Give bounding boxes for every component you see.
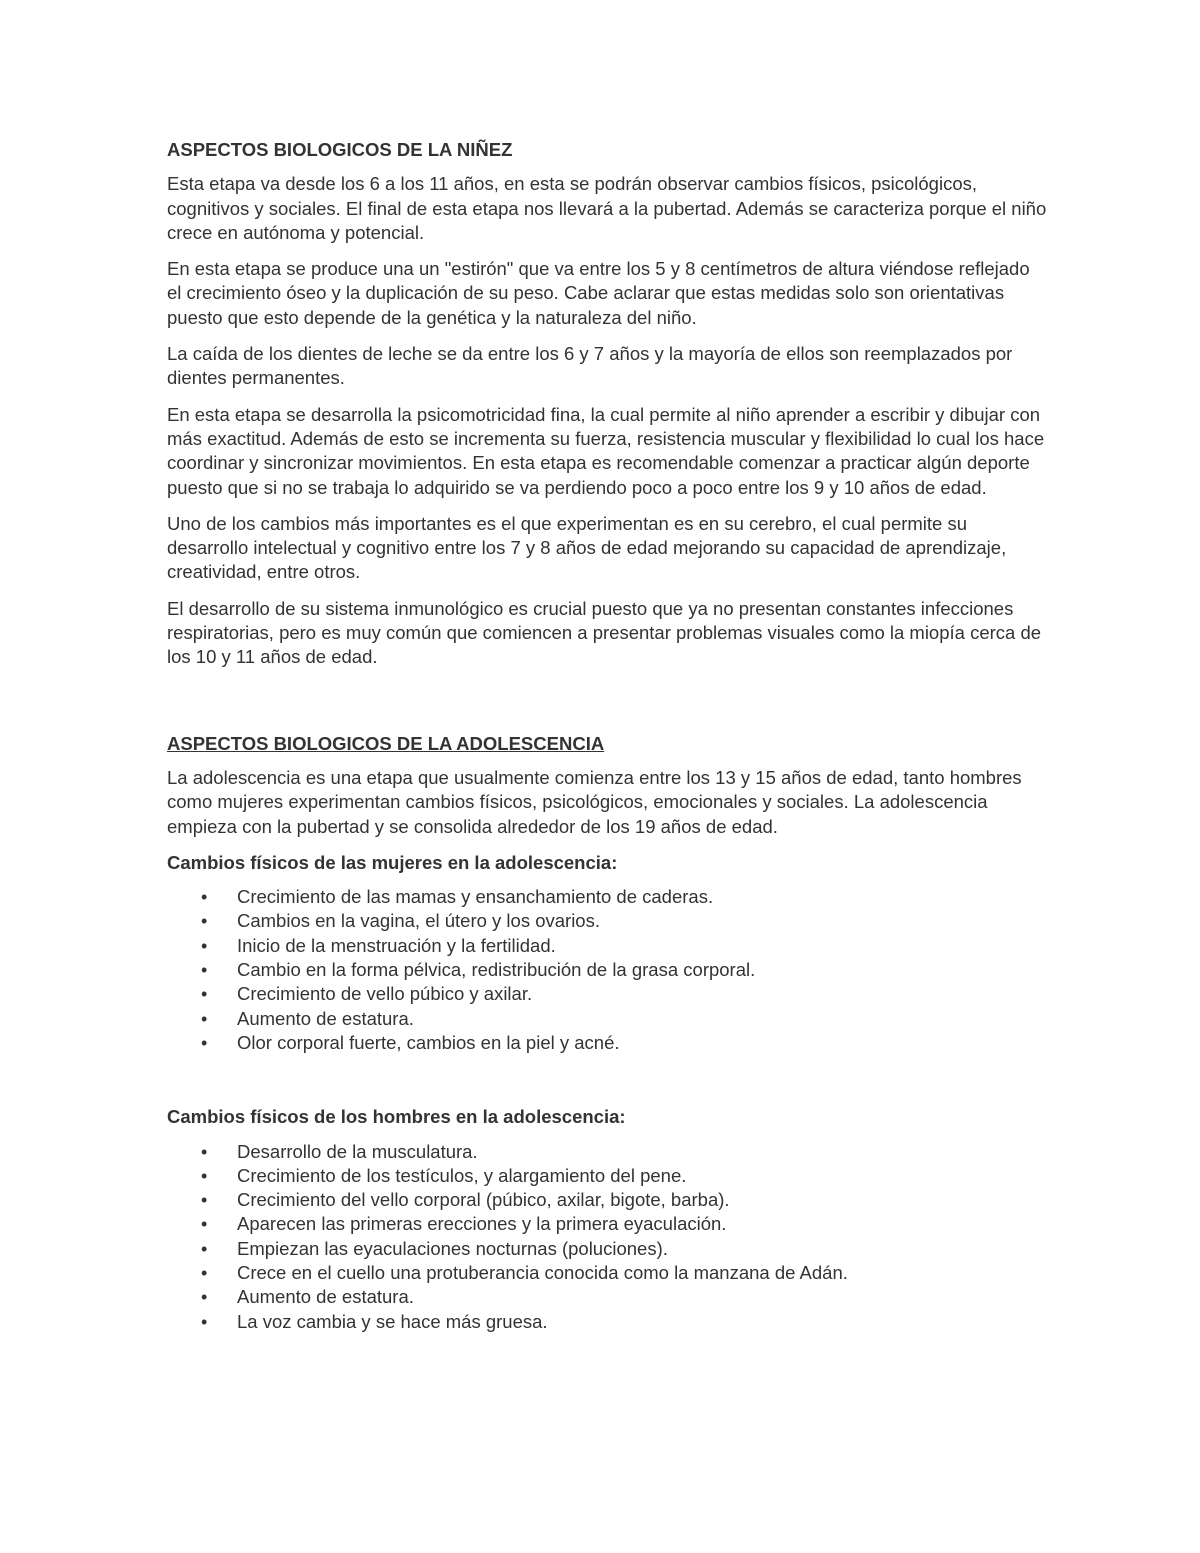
men-changes-list <box>167 1140 1047 1334</box>
bullet-icon: • <box>201 1287 208 1308</box>
section-title-adolescencia: ASPECTOS BIOLOGICOS DE LA ADOLESCENCIA <box>167 732 605 754</box>
bullet-icon: • <box>201 1262 208 1283</box>
bullet-icon: • <box>201 1141 208 1162</box>
list-item: • La voz cambia y se hace más gruesa. <box>167 1310 1047 1334</box>
bullet-icon: • <box>201 935 208 956</box>
list-item: • Cambios en la vagina, el útero y los ovarios. <box>167 909 1047 933</box>
paragraph: La adolescencia es una etapa que usualmente comienza entre los 13 y 15 años de edad, tanto hombres como mujeres experimentan cambios físicos, psicológicos, emocionales y sociales. La adolescencia empieza con la pubertad y se consolida alrededor de los 19 años de edad. <box>167 766 1022 837</box>
bullet-icon: • <box>201 1165 208 1186</box>
paragraph: La caída de los dientes de leche se da entre los 6 y 7 años y la mayoría de ellos son reemplazados por dientes permanentes. <box>167 343 1013 389</box>
list-item: • Crecimiento del vello corporal (púbico, axilar, bigote, barba). <box>167 1188 1047 1212</box>
bullet-icon: • <box>201 1190 208 1211</box>
paragraph: Uno de los cambios más importantes es el que experimentan es en su cerebro, el cual permite su desarrollo intelectual y cognitivo entre los 7 y 8 años de edad mejorando su capacidad de aprendizaje, creatividad, entre otros. <box>167 512 1007 583</box>
list-item: • Crecimiento de vello púbico y axilar. <box>167 982 1047 1006</box>
list-item: • Crecimiento de los testículos, y alargamiento del pene. <box>167 1164 1047 1188</box>
bullet-icon: • <box>201 1214 208 1235</box>
list-item: • Crece en el cuello una protuberancia conocida como la manzana de Adán. <box>167 1261 1047 1285</box>
bullet-icon: • <box>201 960 208 981</box>
list-item: • Inicio de la menstruación y la fertilidad. <box>167 934 1047 958</box>
bullet-icon: • <box>201 1032 208 1053</box>
list-item: • Empiezan las eyaculaciones nocturnas (poluciones). <box>167 1237 1047 1261</box>
bullet-icon: • <box>201 1008 208 1029</box>
spacer <box>167 1055 1047 1105</box>
bullet-icon: • <box>201 1311 208 1332</box>
paragraph: El desarrollo de su sistema inmunológico es crucial puesto que ya no presentan constantes infecciones respiratorias, pero es muy común que comiencen a presentar problemas visuales como la miopía cerca de los 10 y 11 años de edad. <box>167 597 1042 668</box>
document-page <box>167 138 1047 1334</box>
list-item: • Desarrollo de la musculatura. <box>167 1140 1047 1164</box>
list-item: • Cambio en la forma pélvica, redistribución de la grasa corporal. <box>167 958 1047 982</box>
list-item: • Aparecen las primeras erecciones y la primera eyaculación. <box>167 1212 1047 1236</box>
paragraph: Esta etapa va desde los 6 a los 11 años, en esta se podrán observar cambios físicos, psicológicos, cognitivos y sociales. El final de esta etapa nos llevará a la pubertad. Además se caracteriza porque el niño crece en autónoma y potencial. <box>167 173 1047 243</box>
section-title-ninez: ASPECTOS BIOLOGICOS DE LA NIÑEZ <box>167 139 513 160</box>
women-changes-list <box>167 885 1047 1055</box>
list-item: • Crecimiento de las mamas y ensanchamiento de caderas. <box>167 885 1047 909</box>
bullet-icon: • <box>201 887 208 908</box>
list-item: • Aumento de estatura. <box>167 1285 1047 1309</box>
list-item: • Olor corporal fuerte, cambios en la piel y acné. <box>167 1031 1047 1055</box>
men-changes-heading: Cambios físicos de los hombres en la adolescencia: <box>167 1106 626 1128</box>
bullet-icon: • <box>201 911 208 932</box>
bullet-icon: • <box>201 1238 208 1259</box>
list-item: • Aumento de estatura. <box>167 1007 1047 1031</box>
spacer <box>167 682 1047 732</box>
paragraph: En esta etapa se desarrolla la psicomotricidad fina, la cual permite al niño aprender a escribir y dibujar con más exactitud. Además de esto se incrementa su fuerza, resistencia muscular y flexibilidad lo cual los hace coordinar y sincronizar movimientos. En esta etapa es recomendable comenzar a practicar algún deporte puesto que si no se trabaja lo adquirido se va perdiendo poco a poco entre los 9 y 10 años de edad. <box>167 403 1045 498</box>
women-changes-heading: Cambios físicos de las mujeres en la adolescencia: <box>167 851 618 873</box>
paragraph: En esta etapa se produce una un "estirón" que va entre los 5 y 8 centímetros de altura viéndose reflejado el crecimiento óseo y la duplicación de su peso. Cabe aclarar que estas medidas solo son orientativas puesto que esto depende de la genética y la naturaleza del niño. <box>167 258 1030 328</box>
bullet-icon: • <box>201 984 208 1005</box>
